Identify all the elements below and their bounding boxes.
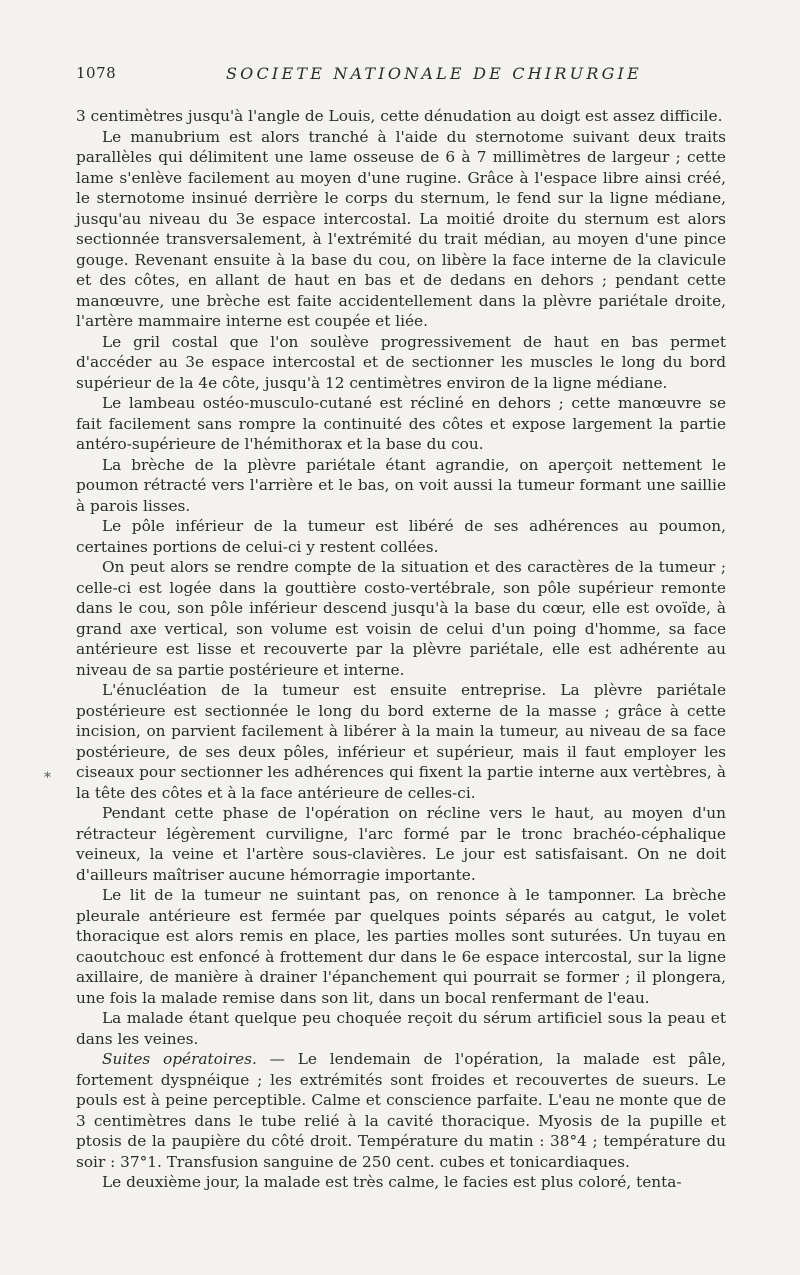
running-title: SOCIETE NATIONALE DE CHIRURGIE bbox=[226, 64, 642, 83]
paragraph: La brèche de la plèvre pariétale étant agrandie, on aperçoit nettement le poumon rétracté vers l'arrière et le bas, on voit aussi la tumeur formant une saillie à parois lisses. bbox=[76, 455, 726, 515]
page-header bbox=[76, 60, 726, 92]
paragraph: Le lit de la tumeur ne suintant pas, on renonce à le tamponner. La brèche pleurale antérieure est fermée par quelques points séparés au catgut, le volet thoracique est alors remis en place, les parties molles sont suturées. Un tuyau en caoutchouc est enfoncé à frottement dur dans le 6e espace intercostal, sur la ligne axillaire, de manière à drainer l'épanchement qui pourrait se former ; il plongera, une fois la malade remise dans son lit, dans un bocal renfermant de l'eau. bbox=[76, 886, 726, 1007]
paragraph: Le manubrium est alors tranché à l'aide du sternotome suivant deux traits parallèles qui délimitent une lame osseuse de 6 à 7 millimètres de largeur ; cette lame s'enlève facilement au moyen d'une rugine. Grâce à l'espace libre ainsi créé, le sternotome insinué derrière le corps du sternum, le fend sur la ligne médiane, jusqu'au niveau du 3e espace intercostal. La moitié droite du sternum est alors sectionnée transversalement, à l'extrémité du trait médian, au moyen d'une pince gouge. Revenant ensuite à la base du cou, on libère la face interne de la clavicule et des côtes, en allant de haut en bas et de dedans en dehors ; pendant cette manœuvre, une brèche est faite accidentellement dans la plèvre pariétale droite, l'artère mammaire interne est coupée et liée. bbox=[76, 127, 726, 330]
paragraph: Le pôle inférieur de la tumeur est libéré de ses adhérences au poumon, certaines portions de celui-ci y restent collées. bbox=[76, 517, 726, 556]
paragraph: Le gril costal que l'on soulève progressivement de haut en bas permet d'accéder au 3e espace intercostal et de sectionner les muscles le long du bord supérieur de la 4e côte, jusqu'à 12 centimètres environ de la ligne médiane. bbox=[76, 332, 726, 392]
paragraph: Le lambeau ostéo-musculo-cutané est récliné en dehors ; cette manœuvre se fait facilement sans rompre la continuité des côtes et expose largement la partie antéro-supérieure de l'hémithorax et la base du cou. bbox=[76, 394, 726, 453]
paragraph: 3 centimètres jusqu'à l'angle de Louis, cette dénudation au doigt est assez difficile. bbox=[76, 107, 723, 125]
paragraph: Pendant cette phase de l'opération on récline vers le haut, au moyen d'un rétracteur légèrement curviligne, l'arc formé par le tronc brachéo-céphalique veineux, la veine et l'artère sous-clavières. Le jour est satisfaisant. On ne doit d'ailleurs maîtriser aucune hémorragie importante. bbox=[76, 804, 726, 884]
suites-paragraph bbox=[76, 1049, 726, 1172]
margin-mark: * bbox=[44, 770, 51, 786]
paragraph: Le deuxième jour, la malade est très calme, le facies est plus coloré, tenta- bbox=[102, 1173, 682, 1191]
paragraph: On peut alors se rendre compte de la situation et des caractères de la tumeur ; celle-ci est logée dans la gouttière costo-vertébrale, son pôle supérieur remonte dans le cou, son pôle inférieur descend jusqu'à la base du cœur, elle est ovoïde, à grand axe vertical, son volume est voisin de celui d'un poing d'homme, sa face antérieure est lisse et recouverte par la plèvre pariétale, elle est adhérente au niveau de sa partie postérieure et interne. bbox=[76, 558, 726, 679]
paragraph: La malade étant quelque peu choquée reçoit du sérum artificiel sous la peau et dans les veines. bbox=[76, 1009, 726, 1048]
suites-subhead: Suites opératoires. bbox=[102, 1050, 257, 1068]
body-text bbox=[76, 106, 726, 1193]
paragraph: L'énucléation de la tumeur est ensuite entreprise. La plèvre pariétale postérieure est sectionnée le long du bord externe de la masse ; grâce à cette incision, on parvient facilement à libérer à la main la tumeur, au niveau de sa face postérieure, de ses deux pôles, inférieur et supérieur, mais il faut employer les ciseaux pour sectionner les adhérences qui fixent la partie interne aux vertèbres, à la tête des côtes et à la face antérieure de celles-ci. bbox=[76, 681, 726, 802]
page-number: 1078 bbox=[76, 64, 117, 82]
suites-text: — Le lendemain de l'opération, la malade est pâle, fortement dyspnéique ; les extrémités sont froides et recouvertes de sueurs. Le pouls est à peine perceptible. Calme et conscience parfaite. L'eau ne monte que de 3 centimètres dans le tube relié à la cavité thoracique. Myosis de la pupille et ptosis de la paupière du côté droit. Température du matin : 38°4 ; température du soir : 37°1. Transfusion sanguine de 250 cent. cubes et tonicardiaques. bbox=[76, 1050, 727, 1171]
